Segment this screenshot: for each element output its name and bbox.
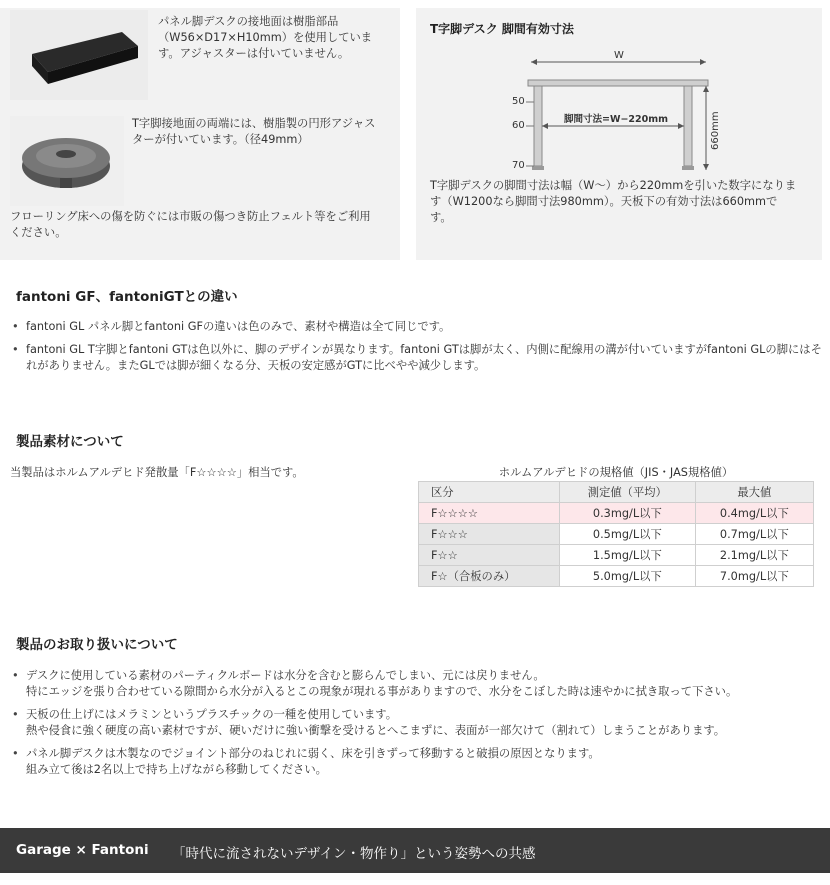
- top-panels: [0, 0, 830, 262]
- list-item: • デスクに使用している素材のパーティクルボードは水分を含むと膨らんでしまい、元には戻りません。 特にエッジを張り合わせている隙間から水分が入るとこの現象が現れる事がありますので、水分をこぼした時は速やかに拭き取って下さい。: [10, 668, 825, 700]
- adjuster-photo: [10, 116, 124, 206]
- table-header: 最大値: [695, 482, 813, 503]
- handling-list: [10, 668, 825, 785]
- list-item: • fantoni GL パネル脚とfantoni GFの違いは色のみで、素材や構造は全て同じです。: [10, 319, 825, 335]
- table-row: F☆☆☆ 0.5mg/L以下 0.7mg/L以下: [419, 524, 814, 545]
- table-row: F☆☆☆☆ 0.3mg/L以下 0.4mg/L以下: [419, 503, 814, 524]
- difference-list: [10, 319, 825, 381]
- material-title: 製品素材について: [16, 434, 124, 450]
- accessory-panel: [0, 8, 400, 260]
- list-item: • パネル脚デスクは木製なのでジョイント部分のねじれに弱く、床を引きずって移動すると破損の原因となります。 組み立て後は2名以上で持ち上げながら移動してください。: [10, 746, 825, 778]
- material-text: 当製品はホルムアルデヒド発散量「F☆☆☆☆」相当です。: [10, 466, 304, 479]
- difference-title: fantoni GF、fantoniGTとの違い: [16, 289, 238, 305]
- pad-text-line: パネル脚デスクの接地面は樹脂部品: [158, 15, 339, 28]
- footer-brand: Garage × Fantoni: [16, 842, 149, 858]
- resin-pad-icon: [10, 10, 148, 100]
- dimension-caption-line: T字脚デスクの脚間寸法は幅（W〜）から220mmを引いた数字になりま: [430, 179, 797, 192]
- resin-pad-photo: [10, 10, 148, 100]
- dim-height: 660mm: [710, 111, 721, 150]
- list-item: • fantoni GL T字脚とfantoni GTは色以外に、脚のデザインが異なります。fantoni GTは脚が太く、内側に配線用の溝が付いていますがfantoni GLの脚にはそ れがありません。またGLでは脚が細くなる分、天板の安定感がGTに比べやや減少します。: [10, 342, 825, 374]
- table-header: 区分: [419, 482, 560, 503]
- floor-note-line: ください。: [10, 226, 67, 239]
- adjuster-text-line: ターが付いています。（径49mm）: [132, 133, 309, 146]
- dim-leg-gap: 脚間寸法=W−220mm: [564, 114, 669, 125]
- table-caption: ホルムアルデヒドの規格値（JIS・JAS規格値）: [498, 466, 734, 479]
- handling-title: 製品のお取り扱いについて: [16, 637, 178, 653]
- dimension-caption-line: す（W1200なら脚間寸法980mm）。天板下の有効寸法は660mmで: [430, 195, 778, 208]
- table-row: F☆☆ 1.5mg/L以下 2.1mg/L以下: [419, 545, 814, 566]
- dimension-title: T字脚デスク 脚間有効寸法: [430, 22, 574, 36]
- floor-note-line: フローリング床への傷を防ぐには市販の傷つき防止フェルト等をご利用: [10, 210, 371, 223]
- dim-w-label: W: [614, 50, 624, 61]
- dimension-caption-line: す。: [430, 211, 452, 224]
- footer-tagline: 「時代に流されないデザイン・物作り」という姿勢への共感: [172, 846, 536, 862]
- dim-70: 70: [512, 160, 525, 171]
- table-row: F☆（合板のみ） 5.0mg/L以下 7.0mg/L以下: [419, 566, 814, 587]
- formaldehyde-table: [418, 481, 814, 587]
- table-header: 測定値（平均）: [560, 482, 696, 503]
- adjuster-icon: [10, 116, 124, 206]
- footer-banner: [0, 828, 830, 873]
- pad-text-line: す。アジャスターは付いていません。: [158, 47, 350, 60]
- pad-text-line: （W56×D17×H10mm）を使用していま: [158, 31, 373, 44]
- table-header-row: [419, 482, 814, 503]
- dim-60: 60: [512, 120, 525, 131]
- adjuster-text-line: T字脚接地面の両端には、樹脂製の円形アジャス: [132, 117, 376, 130]
- dim-50: 50: [512, 96, 525, 107]
- list-item: • 天板の仕上げにはメラミンというプラスチックの一種を使用しています。 熱や侵食に強く硬度の高い素材ですが、硬いだけに強い衝撃を受けるとへこまずに、表面が一部欠けて（割れて）しまうことがあります。: [10, 707, 825, 739]
- dimension-panel: [416, 8, 822, 260]
